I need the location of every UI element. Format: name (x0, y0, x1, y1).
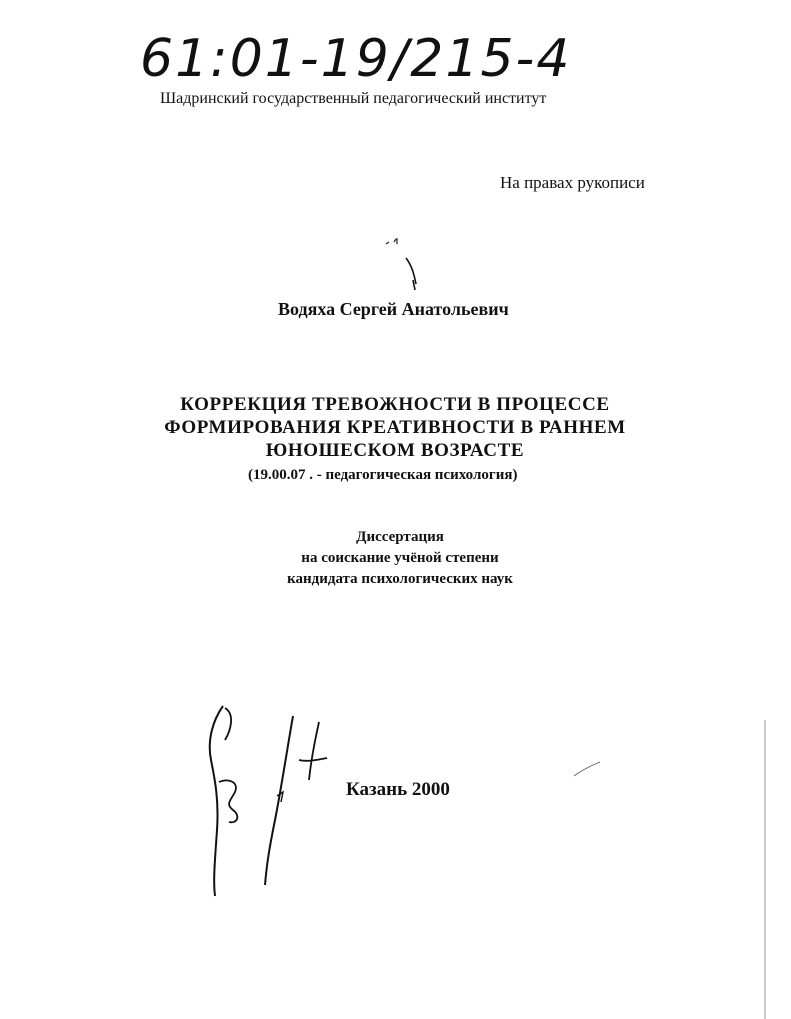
degree-line: на соискание учёной степени (301, 550, 499, 566)
specialty-code: (19.00.07 . - педагогическая психология) (248, 467, 518, 483)
institute-name: Шадринский государственный педагогический институт (160, 90, 547, 107)
handwritten-signature (195, 700, 345, 900)
title-line: КОРРЕКЦИЯ ТРЕВОЖНОСТИ В ПРОЦЕССЕ (180, 394, 610, 415)
degree-statement (240, 527, 560, 590)
stray-pen-mark (572, 760, 602, 780)
rights-notice: На правах рукописи (500, 173, 645, 192)
scan-edge-line (760, 720, 770, 1019)
degree-line: Диссертация (356, 529, 444, 545)
place-and-year: Казань 2000 (346, 779, 450, 800)
title-line: ФОРМИРОВАНИЯ КРЕАТИВНОСТИ В РАННЕМ (164, 417, 626, 438)
author-name: Водяха Сергей Анатольевич (278, 299, 509, 319)
degree-line: кандидата психологических наук (287, 571, 513, 587)
pen-marks (380, 228, 430, 298)
handwritten-archive-code (140, 18, 600, 98)
dissertation-title (130, 393, 660, 462)
archive-code-text: 61:01-19/215-4 (140, 29, 572, 89)
title-line: ЮНОШЕСКОМ ВОЗРАСТЕ (265, 440, 525, 461)
